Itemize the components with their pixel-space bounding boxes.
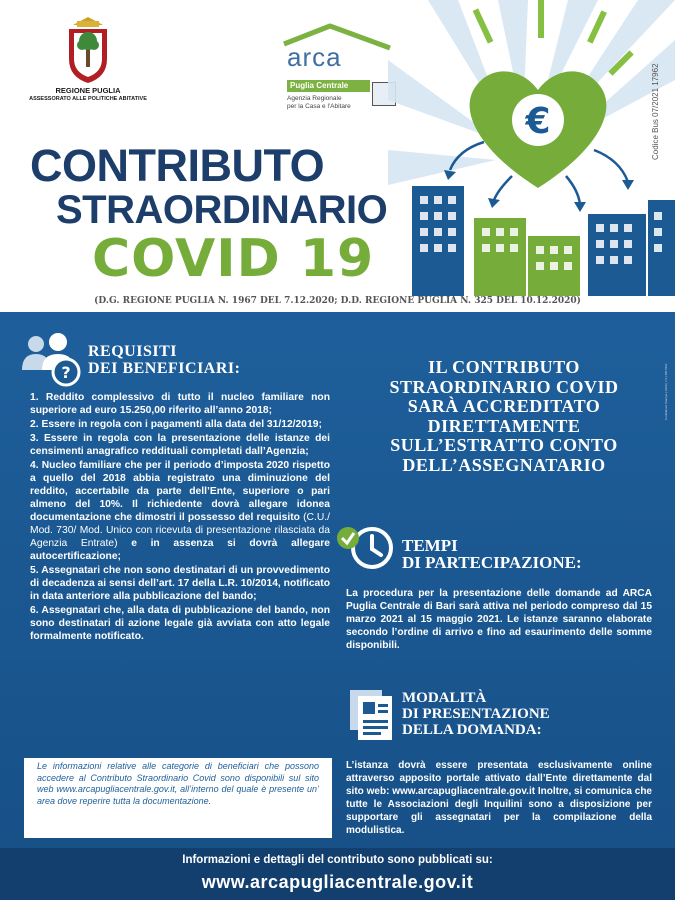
headline-line-1: IL CONTRIBUTO <box>428 357 580 377</box>
arca-tagline-2: per la Casa e l'Abitare <box>287 103 351 110</box>
requisiti-title-2: DEI BENEFICIARI: <box>88 360 241 377</box>
requisito-1: 1. Reddito complessivo di tutto il nucleo familiare non superiore ad euro 15.250,00 riferito all’anno 2018; <box>30 392 330 416</box>
headline-line-2: STRAORDINARIO COVID <box>389 376 619 397</box>
requisito-4-main: 4. Nucleo familiare che per il periodo d’imposta 2020 rispetto a quello del 2018 abbia registrato una diminuzione del reddito, accertabile da parte dell’Ente, superiore o pari almeno del 10%. Il richiedente dovrà allegare idonea documentazione che dimostri il possesso del requisito <box>30 460 330 523</box>
modalita-title-3: DELLA DOMANDA: <box>402 722 542 738</box>
requisiti-title-1: REQUISITI <box>88 343 177 360</box>
side-tiny-code: Confidenza Stampa | A669 | 1 0 | 0017962 <box>664 363 668 420</box>
arca-subtitle: Puglia Centrale <box>287 80 370 92</box>
footer-url-link[interactable]: www.arcapugliacentrale.gov.it <box>201 872 474 892</box>
modalita-title-2: DI PRESENTAZIONE <box>402 706 550 722</box>
headline <box>348 358 660 475</box>
headline-line-4: DIRETTAMENTE <box>427 415 581 436</box>
requisito-5: 5. Assegnatari che non sono destinatari di un provvedimento di decadenza ai sensi dell’art. 17 della L.R. 10/2014, notificato in data anteriore alla pubblicazione del bando; <box>30 565 330 602</box>
headline-line-6: DELL’ASSEGNATARIO <box>402 454 606 475</box>
requisito-2: 2. Essere in regola con i pagamenti alla data del 31/12/2019; <box>30 419 322 430</box>
clock-check-icon <box>336 524 394 572</box>
svg-text:?: ? <box>61 363 71 382</box>
city-heart-illustration <box>388 0 675 296</box>
title-line-1: CONTRIBUTO <box>30 140 325 191</box>
euro-icon: € <box>525 101 551 142</box>
requisito-4 <box>30 459 330 563</box>
modalita-title-1: MODALITÀ <box>402 690 487 706</box>
headline-line-5: SULL’ESTRATTO CONTO <box>390 435 618 455</box>
document-user-icon <box>346 688 398 744</box>
side-code: Codice Bus 07/2021 17962 <box>651 63 660 160</box>
requisito-4-end: e in assenza si dovrà allegare autocertificazione; <box>30 538 330 562</box>
modalita-text: L’istanza dovrà essere presentata esclusivamente online attraverso apposito portale attivato dall’Ente direttamente dal sito web: www.arcapugliacentrale.gov.it Inoltre, si comunica che tutte le Associazioni degli Inquilini sono a disposizione per supportare gli assegnatari per la compilazione della modulistica. <box>346 760 652 836</box>
requisiti-list <box>30 391 330 644</box>
arca-wordmark: arca <box>287 42 342 72</box>
users-question-icon <box>18 330 82 388</box>
requisito-4-docs: (C.U./ Mod. 730/ Mod. Unico con ricevuta di presentazione rilasciata da Agenzia Entrate) <box>30 512 330 549</box>
region-department: ASSESSORATO ALLE POLITICHE ABITATIVE <box>29 96 147 102</box>
requisito-6: 6. Assegnatari che, alla data di pubblicazione del bando, non sono destinatari di azione legale già avviata con atto legale formalmente notificato. <box>30 605 330 642</box>
title-line-2: STRAORDINARIO <box>56 188 388 232</box>
tempi-text: La procedura per la presentazione delle domande ad ARCA Puglia Centrale di Bari sarà attiva nel periodo compreso dal 15 marzo 2021 al 15 maggio 2021. Le istanze saranno elaborate secondo l’ordine di arrivo e fino ad esaurimento delle somme disponibili. <box>346 588 652 651</box>
tempi-title-2: DI PARTECIPAZIONE: <box>402 553 582 572</box>
arca-tagline-1: Agenzia Regionale <box>287 95 342 102</box>
region-name: REGIONE PUGLIA <box>55 86 121 95</box>
regione-puglia-crest-icon <box>65 15 111 85</box>
title-line-3: COVID 19 <box>92 229 375 289</box>
tempi-title-1: TEMPI <box>402 536 458 555</box>
legal-reference: (D.G. REGIONE PUGLIA N. 1967 DEL 7.12.2020; D.D. REGIONE PUGLIA N. 325 DEL 10.12.2020) <box>94 296 581 306</box>
footer-info: Informazioni e dettagli del contributo sono pubblicati su: <box>182 854 493 866</box>
requisito-3: 3. Essere in regola con la presentazione delle istanze dei censimenti anagrafico reddituali completati dall’Agenzia; <box>30 433 330 457</box>
info-note: Le informazioni relative alle categorie di beneficiari che possono accedere al Contributo Straordinario Covid sono disponibili sul sito web www.arcapugliacentrale.gov.it, all’interno del quale è presente un’ area dove reperire tutta la documentazione. <box>37 761 319 807</box>
headline-line-3: SARÀ ACCREDITATO <box>407 396 601 416</box>
